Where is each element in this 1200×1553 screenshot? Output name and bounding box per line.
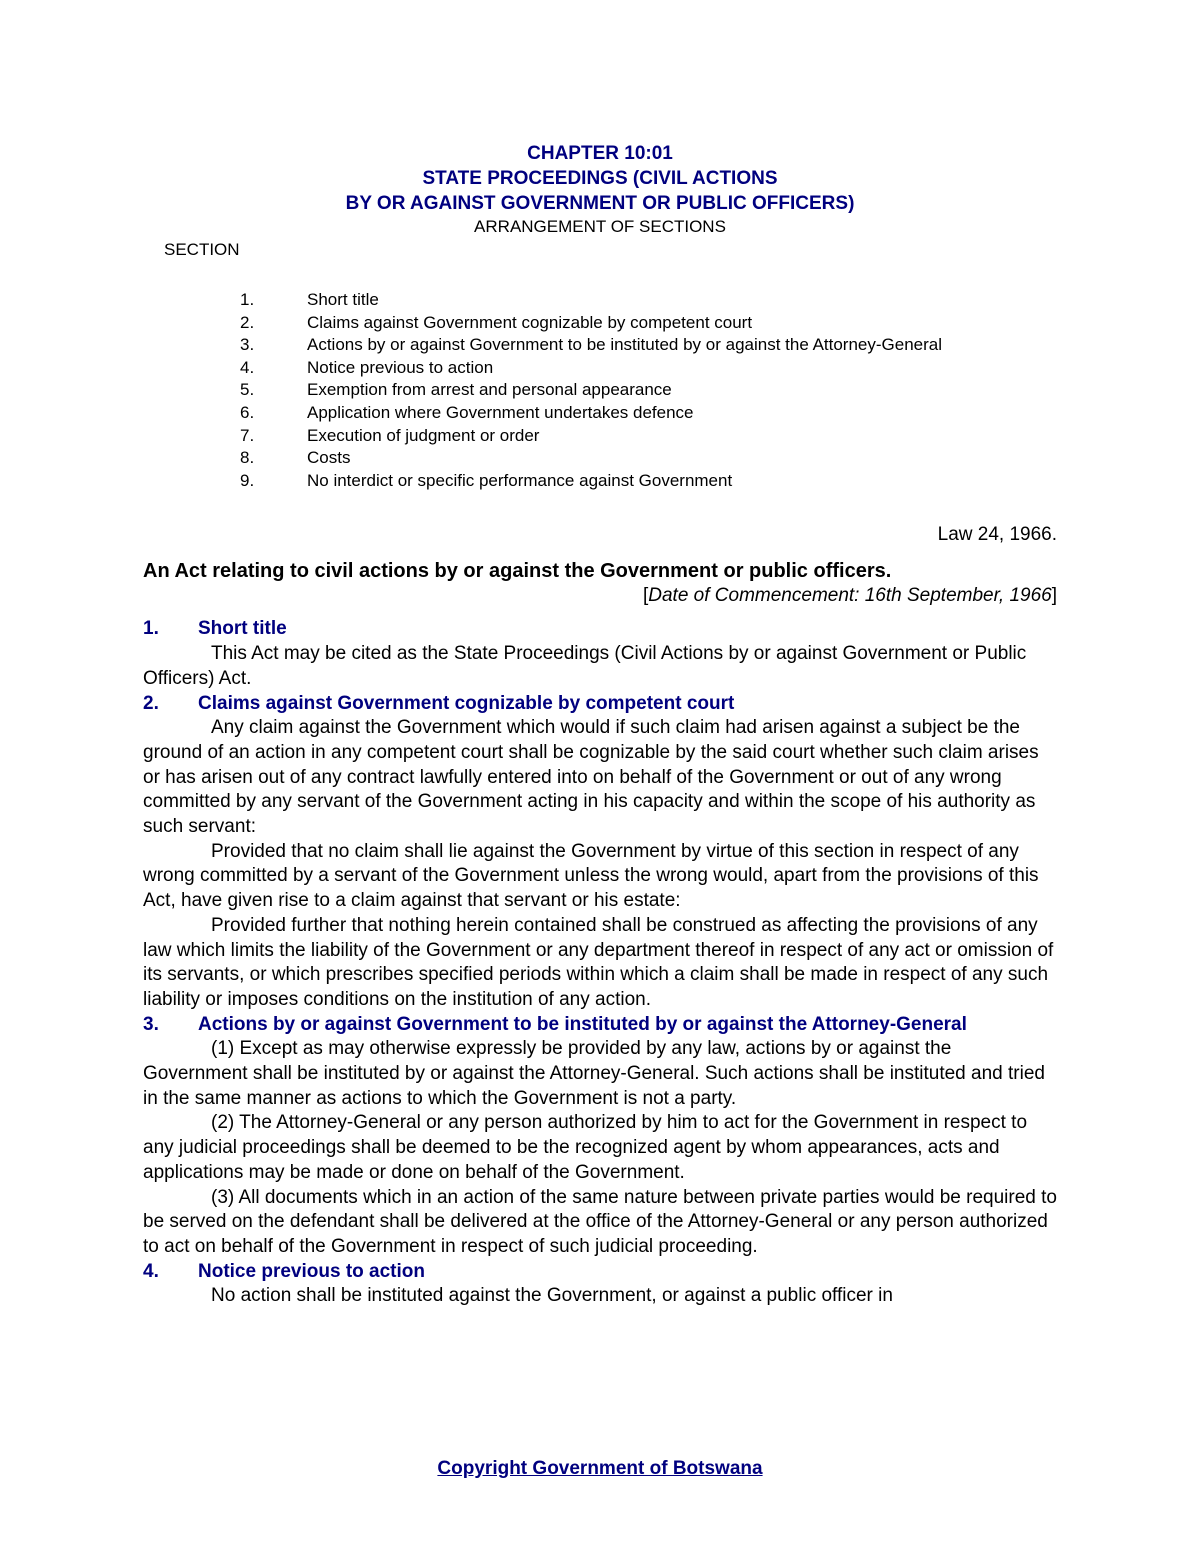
toc-item: [240, 379, 1120, 402]
section-paragraph: (3) All documents which in an action of the same nature between private parties would be required to be served on the defendant shall be delivered at the office of the Attorney-General or any person authorized to act on behalf of the Government in respect of such judicial proceeding.: [143, 1186, 1057, 1257]
section-heading-3: [143, 1013, 1057, 1038]
toc-item-title: No interdict or specific performance against Government: [307, 470, 733, 490]
toc-item: [240, 334, 1120, 357]
toc-item-number: 6.: [240, 402, 255, 422]
section-number: 3.: [143, 1013, 159, 1035]
toc-item: [240, 289, 1120, 312]
toc-item-title: Exemption from arrest and personal appearance: [307, 380, 672, 400]
toc-item-title: Execution of judgment or order: [307, 425, 540, 445]
toc-item-title: Actions by or against Government to be instituted by or against the Attorney-General: [307, 335, 943, 355]
toc-item-number: 1.: [240, 290, 255, 309]
toc-item: [240, 425, 1120, 448]
commencement-close-bracket: ]: [1051, 584, 1057, 606]
section-title: Claims against Government cognizable by competent court: [198, 692, 735, 714]
section-heading-4: [143, 1260, 1057, 1285]
footer: [0, 1458, 1200, 1480]
toc-item: [240, 312, 1120, 335]
chapter-title-line-1: STATE PROCEEDINGS (CIVIL ACTIONS: [422, 168, 778, 189]
commencement-text: Date of Commencement: 16th September, 1966: [648, 584, 1052, 606]
toc-item-title: Costs: [307, 448, 351, 468]
toc-item-title: Short title: [307, 290, 379, 309]
section-paragraph: This Act may be cited as the State Proceedings (Civil Actions by or against Government or Public Officers) Act.: [143, 643, 1027, 689]
toc-item-title: Notice previous to action: [307, 357, 494, 377]
toc-item-number: 4.: [240, 357, 255, 377]
toc-item-title: Application where Government undertakes defence: [307, 402, 694, 422]
section-number: 4.: [143, 1260, 159, 1282]
chapter-title-line-2: BY OR AGAINST GOVERNMENT OR PUBLIC OFFICERS): [345, 193, 855, 214]
chapter-number: CHAPTER 10:01: [527, 143, 673, 164]
toc-item-number: 9.: [240, 470, 255, 490]
toc-item-number: 3.: [240, 335, 255, 355]
toc-item: [240, 447, 1120, 470]
toc-item: [240, 357, 1120, 380]
section-paragraph: Provided that no claim shall lie against the Government by virtue of this section in respect of any wrong committed by a servant of the Government unless the wrong would, apart from the provisions of this Act, have given rise to a claim against that servant or his estate:: [143, 840, 1039, 912]
commencement-date: [143, 584, 1057, 609]
section-heading-2: [143, 692, 1057, 717]
commencement-open-bracket: [: [642, 584, 649, 606]
section-title: Short title: [198, 618, 287, 640]
act-long-title: An Act relating to civil actions by or against the Government or public officers.: [143, 560, 892, 582]
section-title: Actions by or against Government to be instituted by or against the Attorney-General: [198, 1013, 967, 1035]
section-paragraph: (2) The Attorney-General or any person authorized by him to act for the Government in respect to any judicial proceedings shall be deemed to be the recognized agent by whom appearances, acts and applications may be made or done on behalf of the Government.: [143, 1112, 1028, 1183]
section-number: 2.: [143, 692, 159, 714]
toc-item: [240, 402, 1120, 425]
section-label: SECTION: [164, 240, 240, 259]
toc-item-title: Claims against Government cognizable by competent court: [307, 312, 753, 332]
table-of-contents: [240, 289, 1120, 492]
section-paragraph: (1) Except as may otherwise expressly be provided by any law, actions by or against the Government shall be instituted by or against the Attorney-General. Such actions shall be instituted and tried in the same manner as actions to which the Government is not a party.: [143, 1038, 1045, 1109]
copyright-link[interactable]: Copyright Government of Botswana: [437, 1458, 763, 1479]
toc-item-number: 8.: [240, 448, 255, 468]
toc-item-number: 5.: [240, 380, 255, 400]
toc-item-number: 7.: [240, 425, 255, 445]
section-title: Notice previous to action: [198, 1260, 425, 1282]
toc-item: [240, 470, 1120, 493]
section-heading-1: [143, 617, 1057, 642]
toc-item-number: 2.: [240, 312, 255, 332]
section-paragraph: Provided further that nothing herein contained shall be construed as affecting the provisions of any law which limits the liability of the Government or any department thereof in respect of any act or omission of its servants, or which prescribes specified periods within which a claim shall be made in respect of any such liability or imposes conditions on the institution of any action.: [143, 914, 1054, 1010]
act-body: [143, 559, 1057, 1309]
section-paragraph: Any claim against the Government which would if such claim had arisen against a subject be the ground of an action in any competent court shall be cognizable by the said court whether such claim arises or has arisen out of any contract lawfully entered into on behalf of the Government or out of any wrong committed by any servant of the Government acting in his capacity and within the scope of his authority as such servant:: [143, 717, 1039, 838]
chapter-header: [0, 141, 1200, 238]
arrangement-heading: ARRANGEMENT OF SECTIONS: [474, 217, 726, 236]
law-reference: Law 24, 1966.: [937, 524, 1057, 545]
section-paragraph: No action shall be instituted against the Government, or against a public officer in: [211, 1285, 893, 1307]
section-number: 1.: [143, 618, 159, 640]
